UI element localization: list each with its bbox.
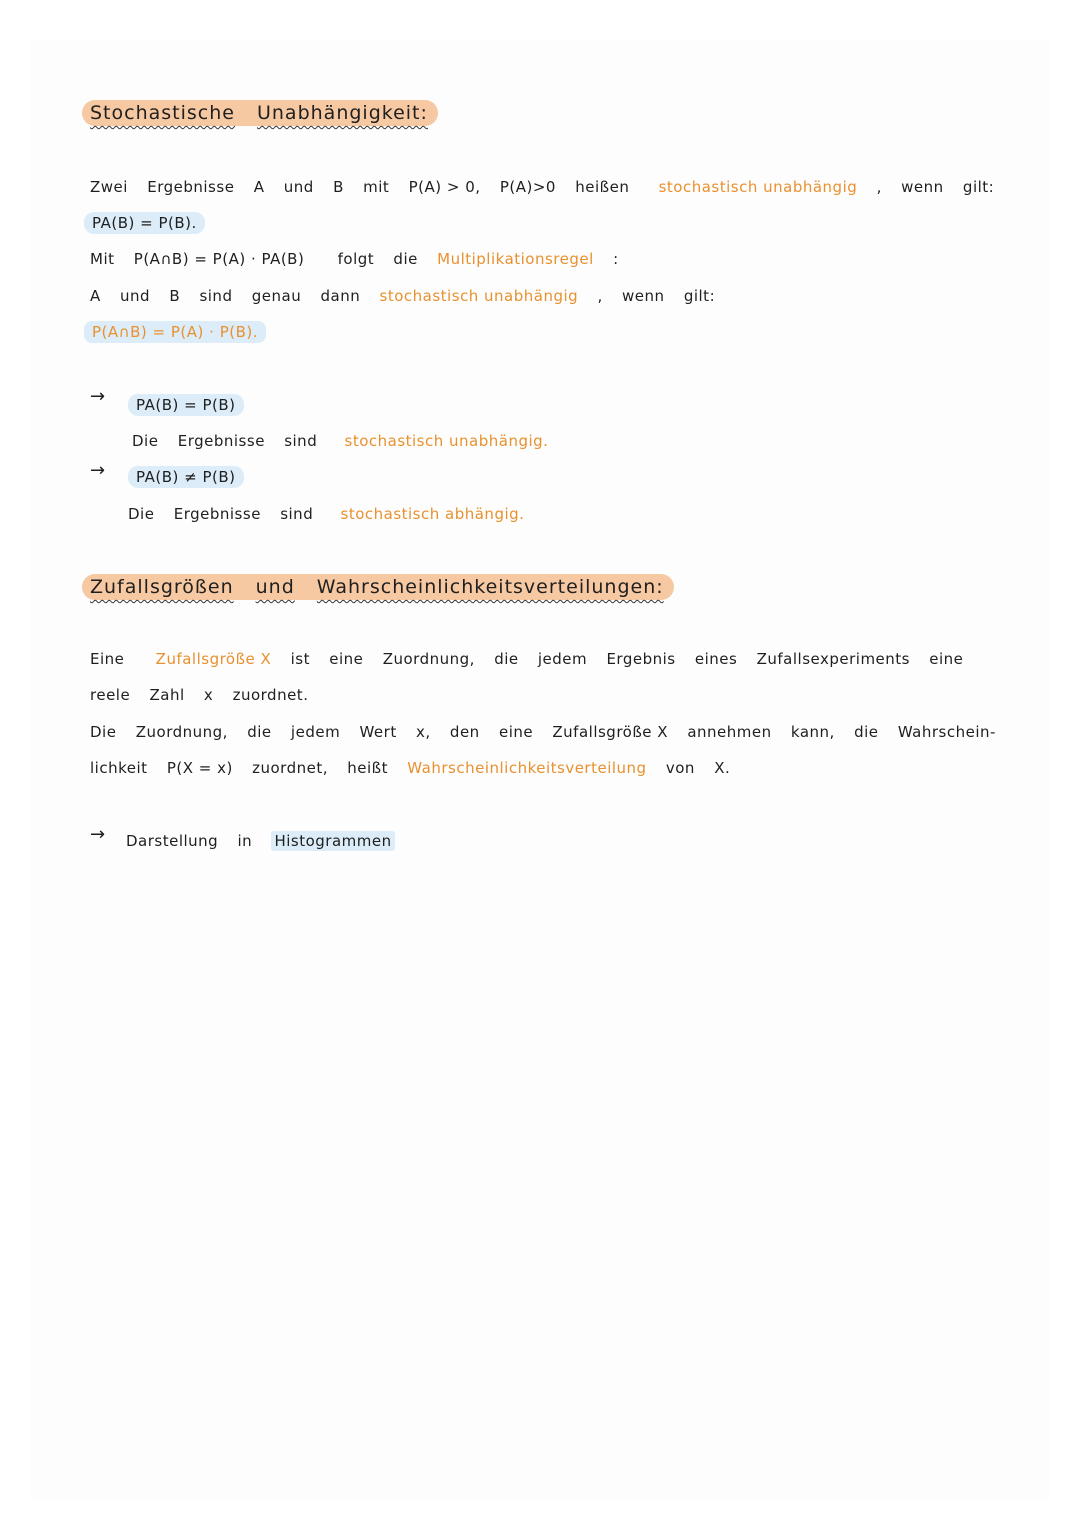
word: ist [290, 650, 310, 668]
definition-line-1 [90, 178, 994, 196]
word: P(A) > 0, [408, 178, 481, 196]
word: sind [284, 432, 318, 450]
arrow-icon: → [90, 386, 106, 407]
word: gilt: [962, 178, 995, 196]
word: dann [320, 287, 361, 305]
word: P(X = x) [166, 759, 233, 777]
random-variable-line-2 [90, 686, 308, 704]
word: jedem [537, 650, 588, 668]
formula-case-2: PA(B) ≠ P(B) [128, 466, 244, 488]
word: den [449, 723, 480, 741]
word: die [854, 723, 879, 741]
word: wenn [901, 178, 944, 196]
case-2-formula-line [128, 468, 244, 486]
word: Zufallsexperiments [756, 650, 910, 668]
word: annehmen [687, 723, 772, 741]
word: die [494, 650, 519, 668]
word: Wahrschein- [897, 723, 996, 741]
word: eine [498, 723, 534, 741]
heading-word: Unabhängigkeit: [256, 102, 428, 124]
word: eine [929, 650, 964, 668]
word: Zuordnung, [135, 723, 228, 741]
definition-line-2 [84, 214, 205, 232]
word: Die [128, 505, 155, 523]
word: lichkeit [90, 759, 148, 777]
word: Zwei [90, 178, 128, 196]
random-variable-line-1 [90, 650, 963, 668]
word: eines [694, 650, 738, 668]
formula-case-1: PA(B) = P(B) [128, 394, 244, 416]
definition-line-4 [90, 287, 715, 305]
highlighted-term: stochastisch unabhängig. [344, 432, 549, 450]
formula-inline: P(A∩B) = P(A) · PA(B) [133, 250, 305, 268]
case-1-formula-line [128, 396, 244, 414]
word: Ergebnisse [147, 178, 235, 196]
word: eine [329, 650, 364, 668]
word: zuordnet, [252, 759, 328, 777]
word: und [120, 287, 151, 305]
definition-line-3 [90, 250, 619, 268]
arrow-icon: → [90, 824, 106, 845]
word: die [393, 250, 418, 268]
word: wenn [622, 287, 665, 305]
section-heading-random-variables [82, 574, 674, 600]
word: die [247, 723, 272, 741]
word: : [613, 250, 619, 268]
definition-line-5 [84, 323, 266, 341]
word: in [237, 832, 253, 850]
highlighted-term: Wahrscheinlichkeitsverteilung [407, 759, 647, 777]
arrow-icon: → [90, 460, 106, 481]
word: sind [280, 505, 314, 523]
word: jedem [290, 723, 341, 741]
highlighted-term: Zufallsgröße X [155, 650, 272, 668]
formula-conditional-probability: PA(B) = P(B). [84, 212, 205, 234]
random-variable-line-4 [90, 759, 730, 777]
word: A [90, 287, 101, 305]
word: sind [199, 287, 233, 305]
random-variable-line-3 [90, 723, 996, 741]
word: X. [714, 759, 731, 777]
highlighted-term: Histogrammen [271, 831, 394, 851]
word: mit [363, 178, 390, 196]
word: genau [251, 287, 302, 305]
notebook-page [30, 40, 1050, 1500]
word: Darstellung [126, 832, 219, 850]
word: Die [90, 723, 117, 741]
formula-multiplication-rule: P(A∩B) = P(A) · P(B). [84, 321, 266, 343]
word: B [169, 287, 181, 305]
word: Mit [90, 250, 115, 268]
word: gilt: [683, 287, 716, 305]
highlighted-term: stochastisch unabhängig [379, 287, 579, 305]
word: reele [90, 686, 131, 704]
heading-word: Stochastische [90, 102, 235, 124]
word: Zuordnung, [382, 650, 475, 668]
word: Die [132, 432, 159, 450]
word: Ergebnis [606, 650, 676, 668]
heading-word: und [255, 576, 295, 598]
word: Ergebnisse [177, 432, 265, 450]
word: A [253, 178, 265, 196]
word: heißen [575, 178, 630, 196]
heading-word: Zufallsgrößen [90, 576, 234, 598]
highlighted-term: stochastisch unabhängig [658, 178, 858, 196]
word: Wert [359, 723, 397, 741]
word: x, [415, 723, 431, 741]
word: , [597, 287, 603, 305]
word: von [665, 759, 695, 777]
heading-word: Wahrscheinlichkeitsverteilungen: [316, 576, 664, 598]
case-2-text-line [128, 505, 524, 523]
word: Eine [90, 650, 125, 668]
word: und [283, 178, 314, 196]
highlighted-term: Multiplikationsregel [437, 250, 594, 268]
word: Ergebnisse [173, 505, 261, 523]
highlighted-term: stochastisch abhängig. [340, 505, 525, 523]
word: x [203, 686, 214, 704]
word: B [333, 178, 344, 196]
word: folgt [337, 250, 375, 268]
word: heißt [347, 759, 388, 777]
word: kann, [790, 723, 835, 741]
section-heading-independence [82, 100, 438, 126]
word: P(A)>0 [499, 178, 556, 196]
word: Zahl [149, 686, 185, 704]
case-1-text-line [132, 432, 548, 450]
histogram-note-line [126, 832, 395, 850]
word: zuordnet. [232, 686, 309, 704]
word: Zufallsgröße X [552, 723, 669, 741]
word: , [876, 178, 882, 196]
